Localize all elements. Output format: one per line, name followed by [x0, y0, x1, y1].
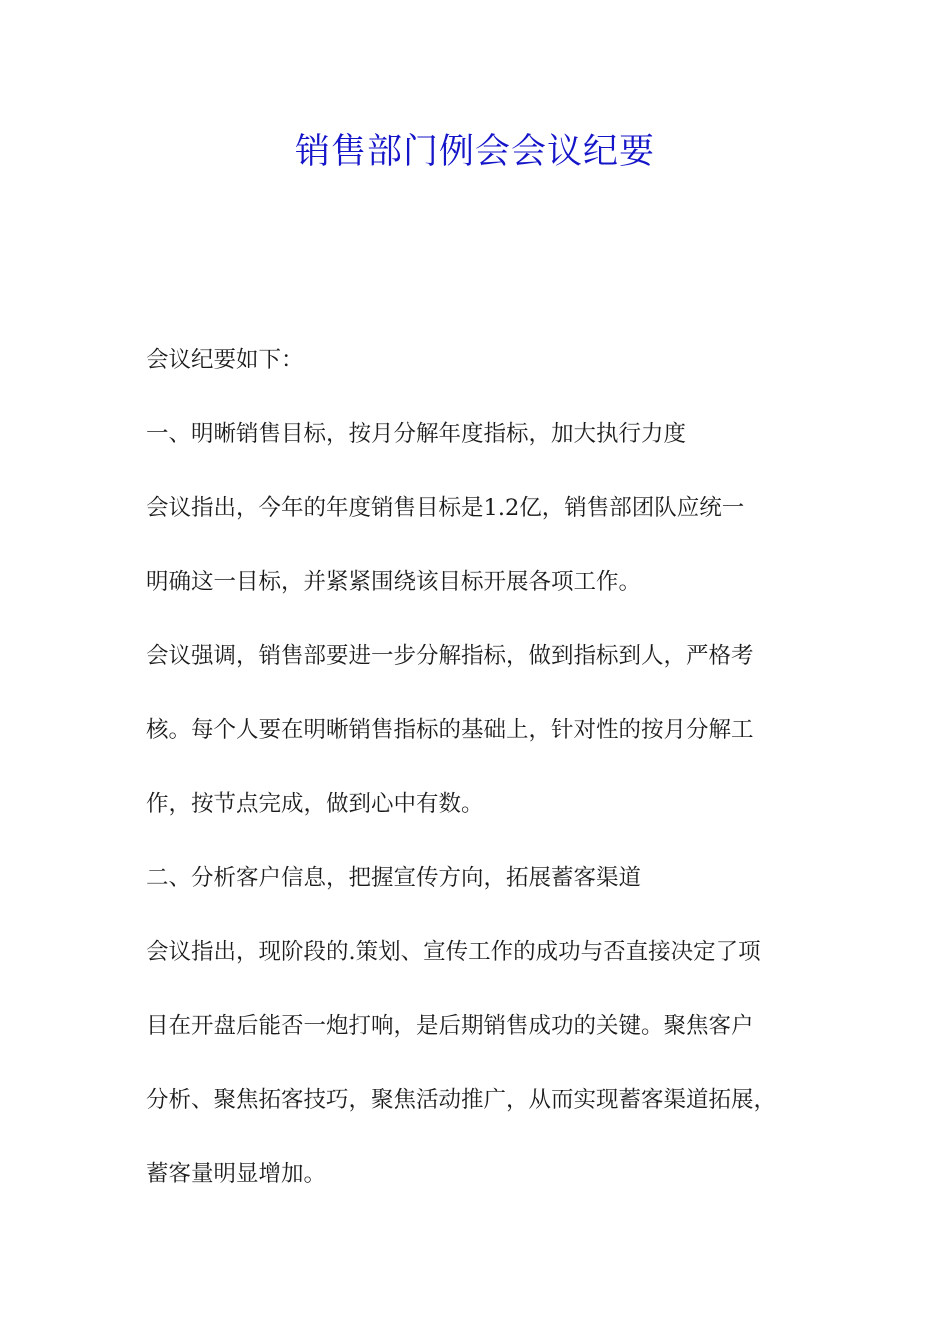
intro-line: 会议纪要如下：: [146, 347, 304, 373]
section-heading-2: 二、分析客户信息，把握宣传方向，拓展蓄客渠道: [146, 865, 642, 891]
paragraph-line: 作，按节点完成，做到心中有数。: [146, 791, 484, 817]
paragraph-line: 核。每个人要在明晰销售指标的基础上，针对性的按月分解工: [146, 717, 754, 743]
paragraph-line: 会议指出，今年的年度销售目标是1.2亿，销售部团队应统一: [146, 495, 745, 521]
paragraph-line: 明确这一目标，并紧紧围绕该目标开展各项工作。: [146, 569, 642, 595]
document-title: 销售部门例会会议纪要: [294, 132, 655, 172]
section-heading-1: 一、明晰销售目标，按月分解年度指标，加大执行力度: [146, 421, 687, 447]
paragraph-line: 分析、聚焦拓客技巧，聚焦活动推广，从而实现蓄客渠道拓展，: [146, 1087, 777, 1113]
paragraph-line: 会议强调，销售部要进一步分解指标，做到指标到人，严格考: [146, 643, 754, 669]
paragraph-line: 会议指出，现阶段的.策划、宣传工作的成功与否直接决定了项: [146, 939, 761, 965]
paragraph-line: 蓄客量明显增加。: [146, 1161, 327, 1187]
paragraph-line: 目在开盘后能否一炮打响，是后期销售成功的关键。聚焦客户: [146, 1013, 754, 1039]
